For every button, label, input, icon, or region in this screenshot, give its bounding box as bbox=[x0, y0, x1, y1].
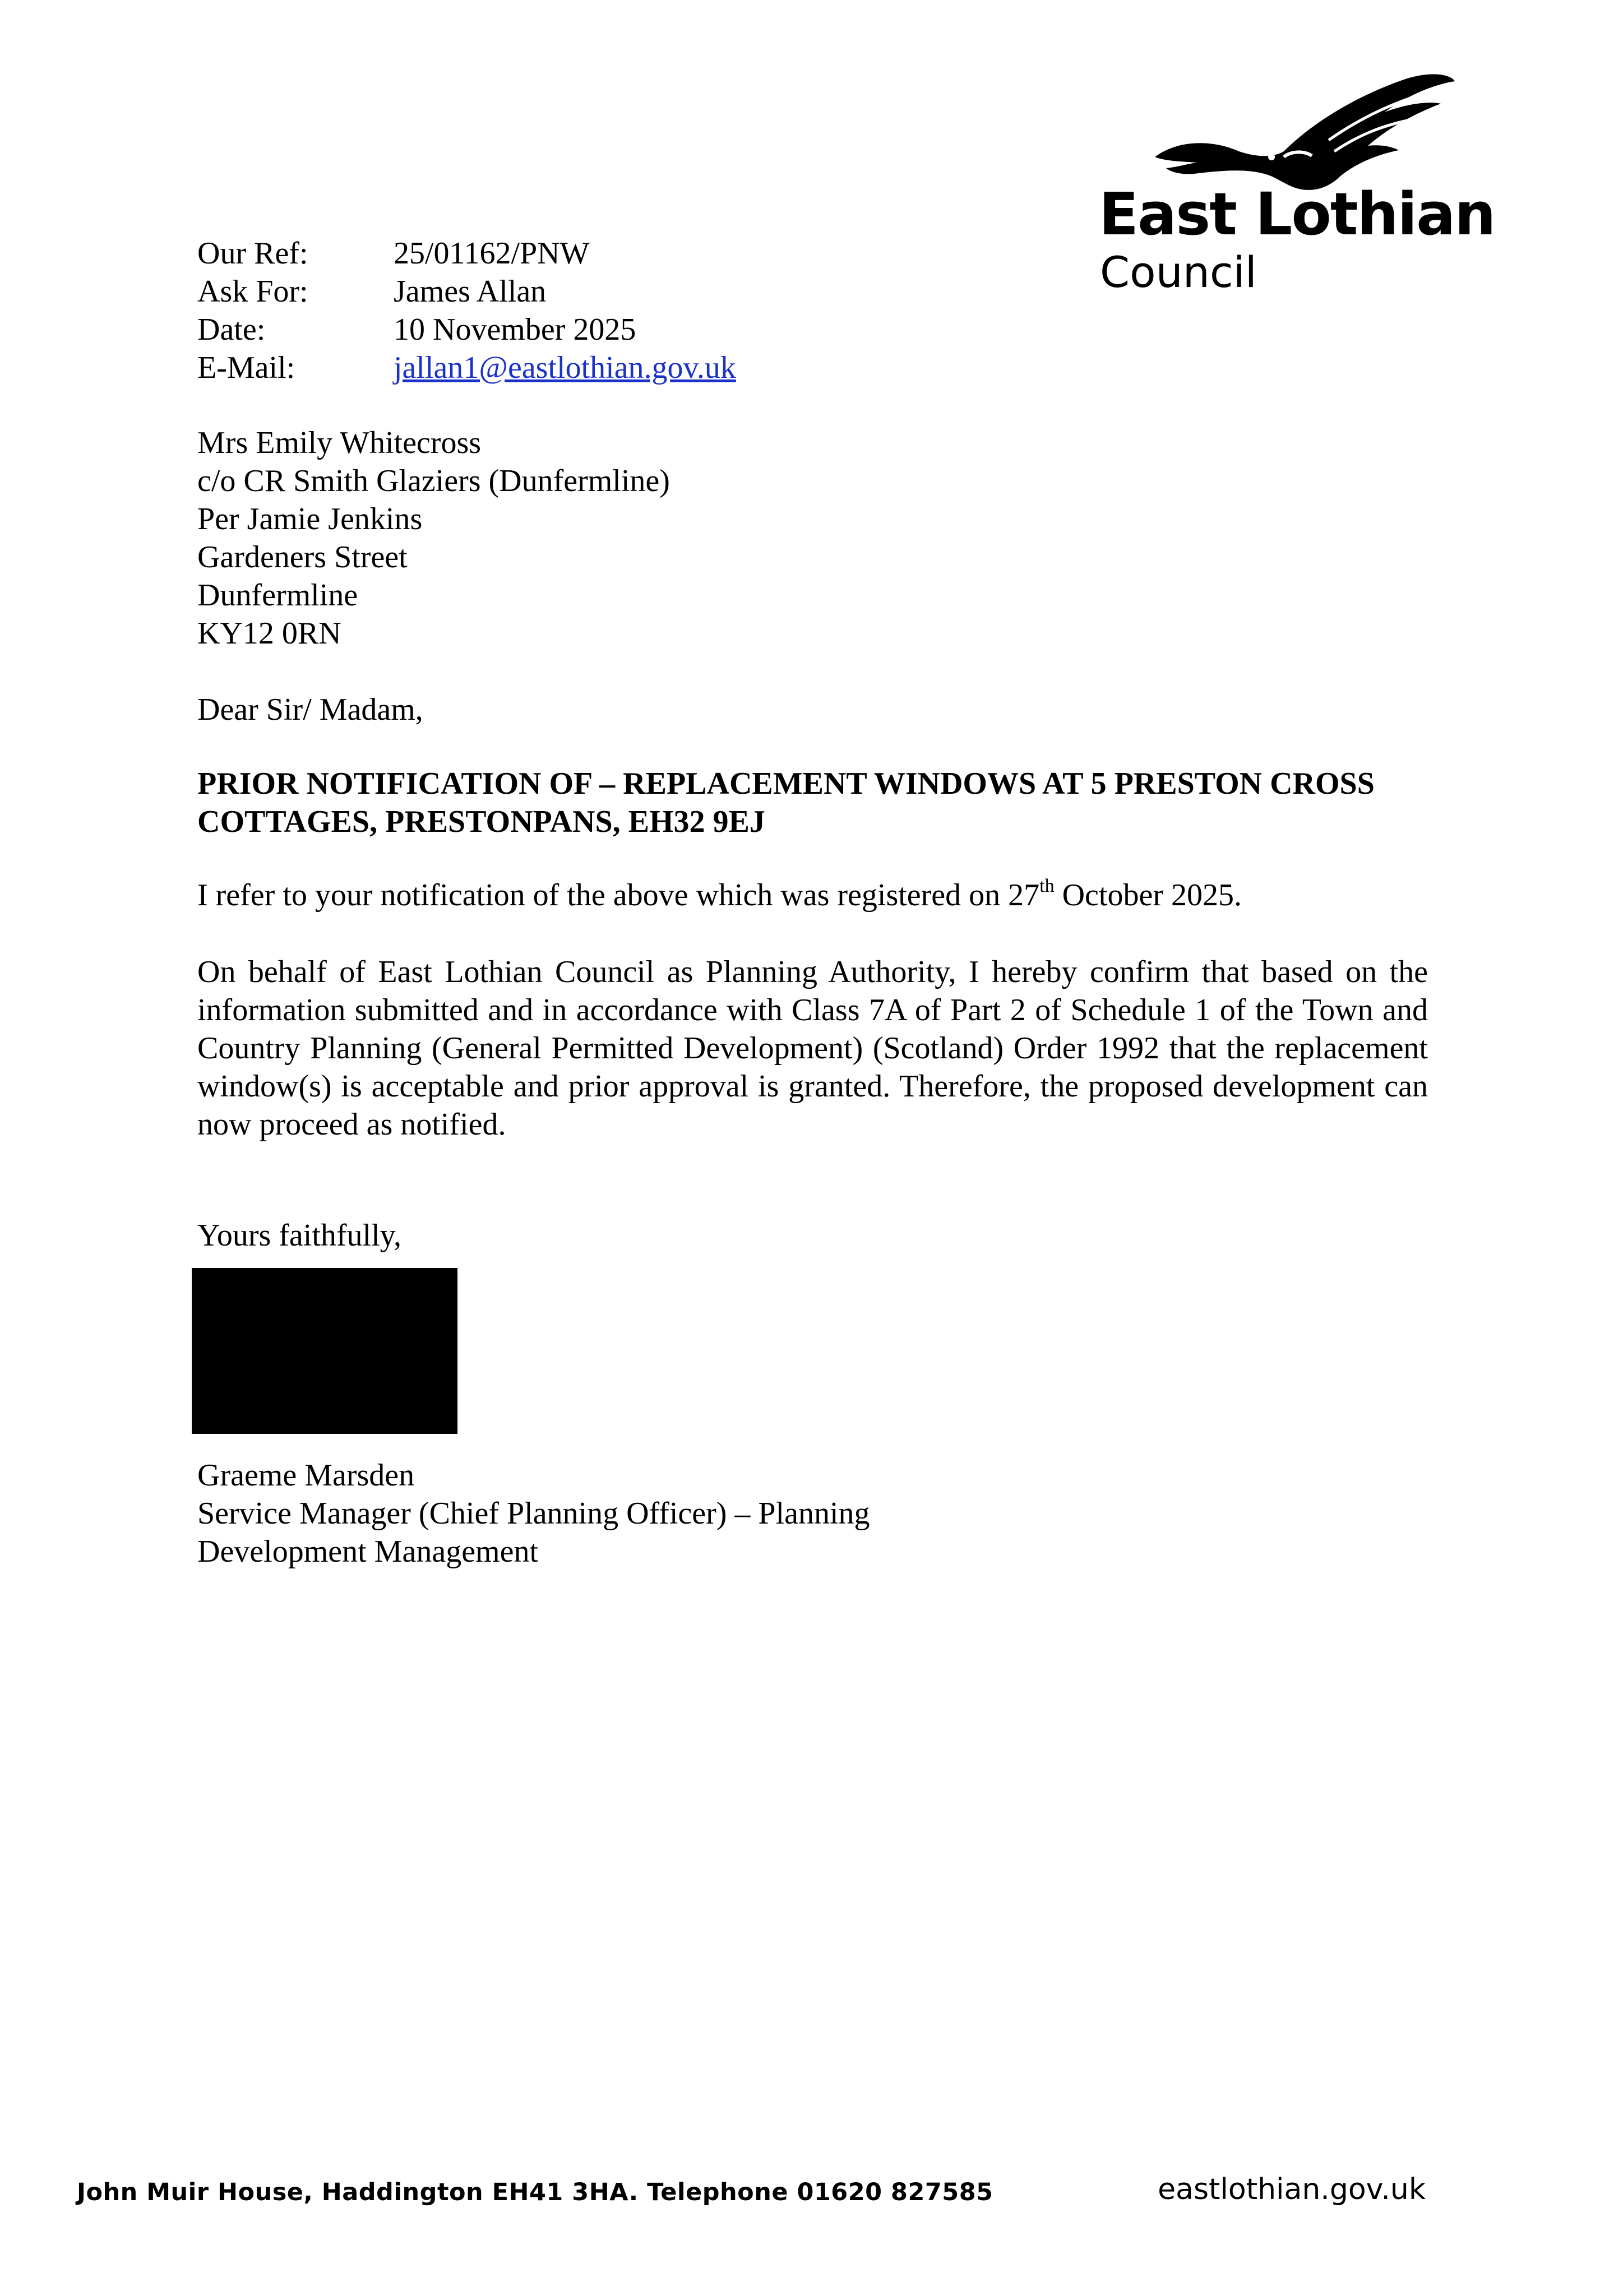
paragraph-text: October 2025. bbox=[1054, 878, 1242, 913]
signatory-department: Development Management bbox=[197, 1534, 539, 1569]
logo-name: East Lothian bbox=[1099, 180, 1495, 248]
paragraph-reference bbox=[197, 876, 1428, 914]
footer-address: John Muir House, Haddington EH41 3HA. Telephone 01620 827585 bbox=[77, 2178, 993, 2206]
ref-label: Our Ref: bbox=[197, 236, 308, 271]
recipient-address bbox=[197, 424, 1428, 652]
ref-row-date bbox=[197, 311, 736, 349]
subject-heading: PRIOR NOTIFICATION OF – REPLACEMENT WINDOWS AT 5 PRESTON CROSS COTTAGES, PRESTONPANS, EH32 9EJ bbox=[197, 766, 1375, 839]
signatory-title: Service Manager (Chief Planning Officer) – Planning bbox=[197, 1496, 870, 1531]
address-line: Per Jamie Jenkins bbox=[197, 502, 423, 536]
address-line: KY12 0RN bbox=[197, 616, 341, 651]
signatory-name: Graeme Marsden bbox=[197, 1458, 415, 1493]
address-line: Gardeners Street bbox=[197, 540, 408, 575]
reference-block bbox=[197, 234, 736, 387]
paragraph-text: I refer to your notification of the above which was registered on 27 bbox=[197, 878, 1040, 913]
ref-label: Date: bbox=[197, 312, 266, 347]
ref-row-email bbox=[197, 349, 736, 387]
ref-value: 10 November 2025 bbox=[394, 312, 636, 347]
redacted-signature bbox=[192, 1268, 457, 1434]
eagle-icon bbox=[1144, 73, 1458, 196]
signatory-block bbox=[197, 1456, 1428, 1571]
address-line: c/o CR Smith Glaziers (Dunfermline) bbox=[197, 464, 670, 498]
ordinal-suffix: th bbox=[1039, 876, 1055, 897]
footer-website[interactable]: eastlothian.gov.uk bbox=[1158, 2173, 1426, 2206]
email-link[interactable]: jallan1@eastlothian.gov.uk bbox=[394, 350, 736, 385]
council-logo bbox=[1099, 73, 1525, 297]
ref-label: E-Mail: bbox=[197, 350, 295, 385]
ref-label: Ask For: bbox=[197, 274, 308, 309]
logo-subtitle: Council bbox=[1100, 247, 1257, 297]
address-line: Mrs Emily Whitecross bbox=[197, 425, 482, 460]
paragraph-confirmation: On behalf of East Lothian Council as Planning Authority, I hereby confirm that based on the information submitted and in accordance with Class 7A of Part 2 of Schedule 1 of the Town and Country Planning (General Permitted Development) (Scotland) Order 1992 that the replacement window(s) is acceptable and prior approval is granted. Therefore, the proposed development can now proceed as notified. bbox=[197, 955, 1428, 1142]
ref-value: James Allan bbox=[394, 274, 547, 309]
ref-value: 25/01162/PNW bbox=[394, 236, 590, 271]
closing: Yours faithfully, bbox=[197, 1218, 402, 1253]
address-line: Dunfermline bbox=[197, 578, 358, 613]
salutation: Dear Sir/ Madam, bbox=[197, 692, 423, 727]
ref-row-our-ref bbox=[197, 234, 736, 272]
ref-row-ask-for bbox=[197, 272, 736, 311]
